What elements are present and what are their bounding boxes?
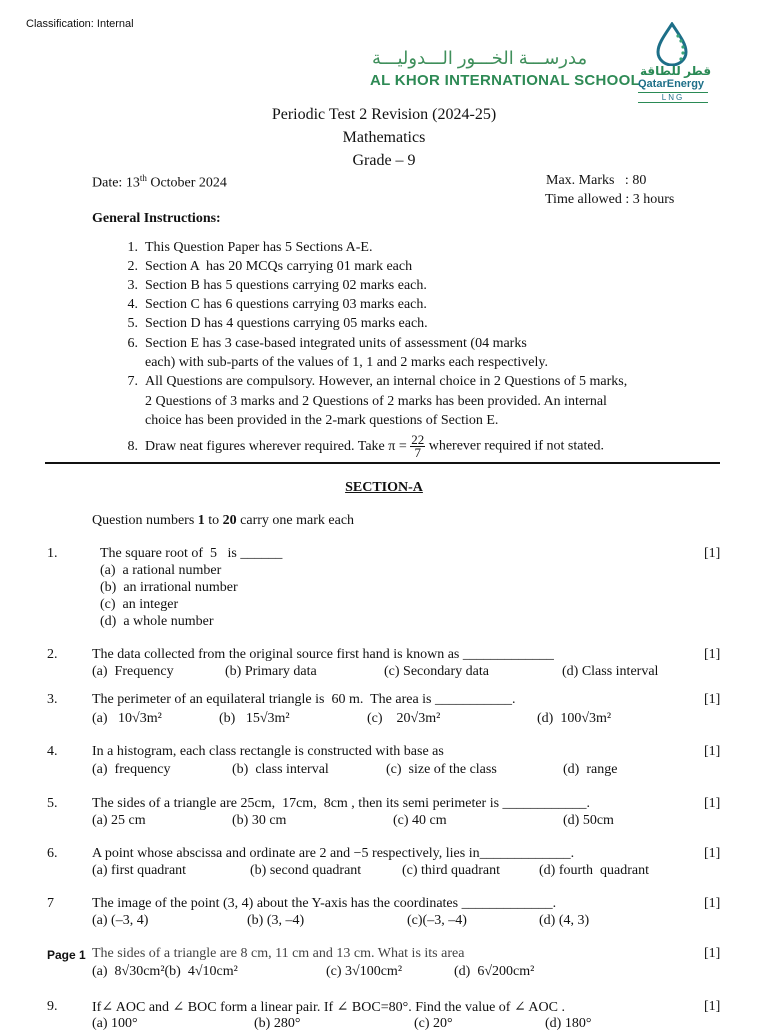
question-number: 9. (47, 999, 58, 1014)
option: (b) (3, –4) (247, 913, 305, 928)
subject-title: Mathematics (342, 129, 426, 146)
page-label: Page 1 (47, 948, 86, 962)
option: (d) a whole number (100, 614, 214, 629)
option: (a) 8√30cm²(b) 4√10cm² (92, 964, 238, 979)
school-name-english: AL KHOR INTERNATIONAL SCHOOL (370, 72, 641, 89)
question-text: The data collected from the original source first hand is known as _____________ (92, 647, 554, 662)
question-number: 3. (47, 692, 58, 707)
question-text: The sides of a triangle are 8 cm, 11 cm and 13 cm. What is its area (92, 946, 465, 961)
instructions-heading: General Instructions: (92, 211, 221, 226)
question-number: 6. (47, 846, 58, 861)
question-number: 7 (47, 896, 54, 911)
option: (a) frequency (92, 762, 171, 777)
option: (b) 30 cm (232, 813, 287, 828)
option: (d) range (563, 762, 618, 777)
option: (d) fourth quadrant (539, 863, 650, 878)
option: (b) an irrational number (100, 580, 238, 595)
option: (c) 20√3m² (367, 711, 441, 726)
option: (a) Frequency (92, 664, 174, 679)
option: (b) 15√3m² (219, 711, 290, 726)
question-mark: [1] (704, 999, 721, 1014)
instruction-item: 2. Section A has 20 MCQs carrying 01 mark each (127, 259, 413, 274)
instruction-item: 7. All Questions are compulsory. However, an internal choice in 2 Questions of 5 marks, (127, 374, 628, 389)
instruction-item: 4. Section C has 6 questions carrying 03 marks each. (127, 297, 427, 312)
instruction-item: 1. This Question Paper has 5 Sections A-E. (127, 240, 373, 255)
instruction-item: 6. Section E has 3 case-based integrated units of assessment (04 marks (127, 336, 527, 351)
option: (d) 6√200cm² (454, 964, 535, 979)
instruction-item: 8. Draw neat figures wherever required. Take π = $\frac{22}{7}$ wherever required if not stated. (127, 432, 605, 460)
question-mark: [1] (704, 796, 721, 811)
question-number: 1. (47, 546, 58, 561)
paper-title: Periodic Test 2 Revision (2024-25) (271, 106, 497, 123)
question-number: 2. (47, 647, 58, 662)
option: (c) third quadrant (402, 863, 500, 878)
question-text: The image of the point (3, 4) about the Y-axis has the coordinates _____________. (92, 896, 557, 911)
option: (b) 280° (254, 1016, 301, 1031)
question-text: A point whose abscissa and ordinate are 2 and −5 respectively, lies in_____________. (92, 846, 575, 861)
time-allowed: Time allowed : 3 hours (545, 192, 675, 207)
section-title: SECTION-A (345, 480, 423, 495)
instruction-item: 3. Section B has 5 questions carrying 02 marks each. (127, 278, 427, 293)
option: (a) 100° (92, 1016, 138, 1031)
question-mark: [1] (704, 846, 721, 861)
instruction-item-continued: choice has been provided in the 2-mark questions of Section E. (145, 413, 499, 428)
classification-label: Classification: Internal (26, 18, 134, 30)
option: (c) 40 cm (393, 813, 447, 828)
option: (b) class interval (232, 762, 329, 777)
partner-name-arabic: قطر للطاقة (640, 64, 712, 78)
option: (b) Primary data (225, 664, 317, 679)
option: (c) size of the class (386, 762, 497, 777)
question-mark: [1] (704, 546, 721, 561)
option: (d) 50cm (563, 813, 614, 828)
header-divider (45, 462, 720, 464)
option: (b) second quadrant (250, 863, 362, 878)
exam-date: Date: 13th October 2024 (92, 173, 227, 191)
grade-title: Grade – 9 (352, 152, 416, 169)
question-text: The sides of a triangle are 25cm, 17cm, 8cm , then its semi perimeter is ____________. (92, 796, 591, 811)
option: (c) an integer (100, 597, 179, 612)
pi-fraction: $\frac{22}{7}$ (411, 432, 425, 460)
partner-sub-label: LNG (638, 92, 708, 103)
max-marks: Max. Marks : 80 (546, 173, 647, 188)
option: (a) a rational number (100, 563, 222, 578)
question-mark: [1] (704, 744, 721, 759)
question-mark: [1] (704, 647, 721, 662)
question-number: 5. (47, 796, 58, 811)
option: (c) 20° (414, 1016, 453, 1031)
option: (c) Secondary data (384, 664, 489, 679)
option: (a) (–3, 4) (92, 913, 149, 928)
question-mark: [1] (704, 896, 721, 911)
question-text: In a histogram, each class rectangle is constructed with base as (92, 744, 444, 759)
question-mark: [1] (704, 946, 721, 961)
section-intro: Question numbers 1 to 20 carry one mark each (92, 513, 355, 528)
option: (c) 3√100cm² (326, 964, 403, 979)
option: (c)(–3, –4) (407, 913, 467, 928)
option: (d) 100√3m² (537, 711, 612, 726)
question-text: If∠ AOC and ∠ BOC form a linear pair. If ∠ BOC=80°. Find the value of ∠ AOC . (92, 1000, 565, 1015)
qatarenergy-drop-logo-icon (654, 22, 690, 66)
instruction-item: 5. Section D has 4 questions carrying 05 marks each. (127, 316, 428, 331)
instruction-item-continued: 2 Questions of 3 marks and 2 Questions of 2 marks has been provided. An internal (145, 394, 607, 409)
question-text: The perimeter of an equilateral triangle is 60 m. The area is ___________. (92, 692, 516, 707)
question-text: The square root of 5 is ______ (100, 546, 283, 561)
school-name-arabic: مدرســـة الخـــور الـــدوليـــة (372, 48, 588, 68)
question-mark: [1] (704, 692, 721, 707)
question-number: 4. (47, 744, 58, 759)
option: (d) Class interval (562, 664, 659, 679)
option: (d) 180° (545, 1016, 592, 1031)
option: (a) 25 cm (92, 813, 146, 828)
option: (a) first quadrant (92, 863, 187, 878)
instruction-item-continued: each) with sub-parts of the values of 1, 1 and 2 marks each respectively. (145, 355, 549, 370)
option: (a) 10√3m² (92, 711, 162, 726)
option: (d) (4, 3) (539, 913, 590, 928)
partner-name-english: QatarEnergy (638, 78, 705, 90)
